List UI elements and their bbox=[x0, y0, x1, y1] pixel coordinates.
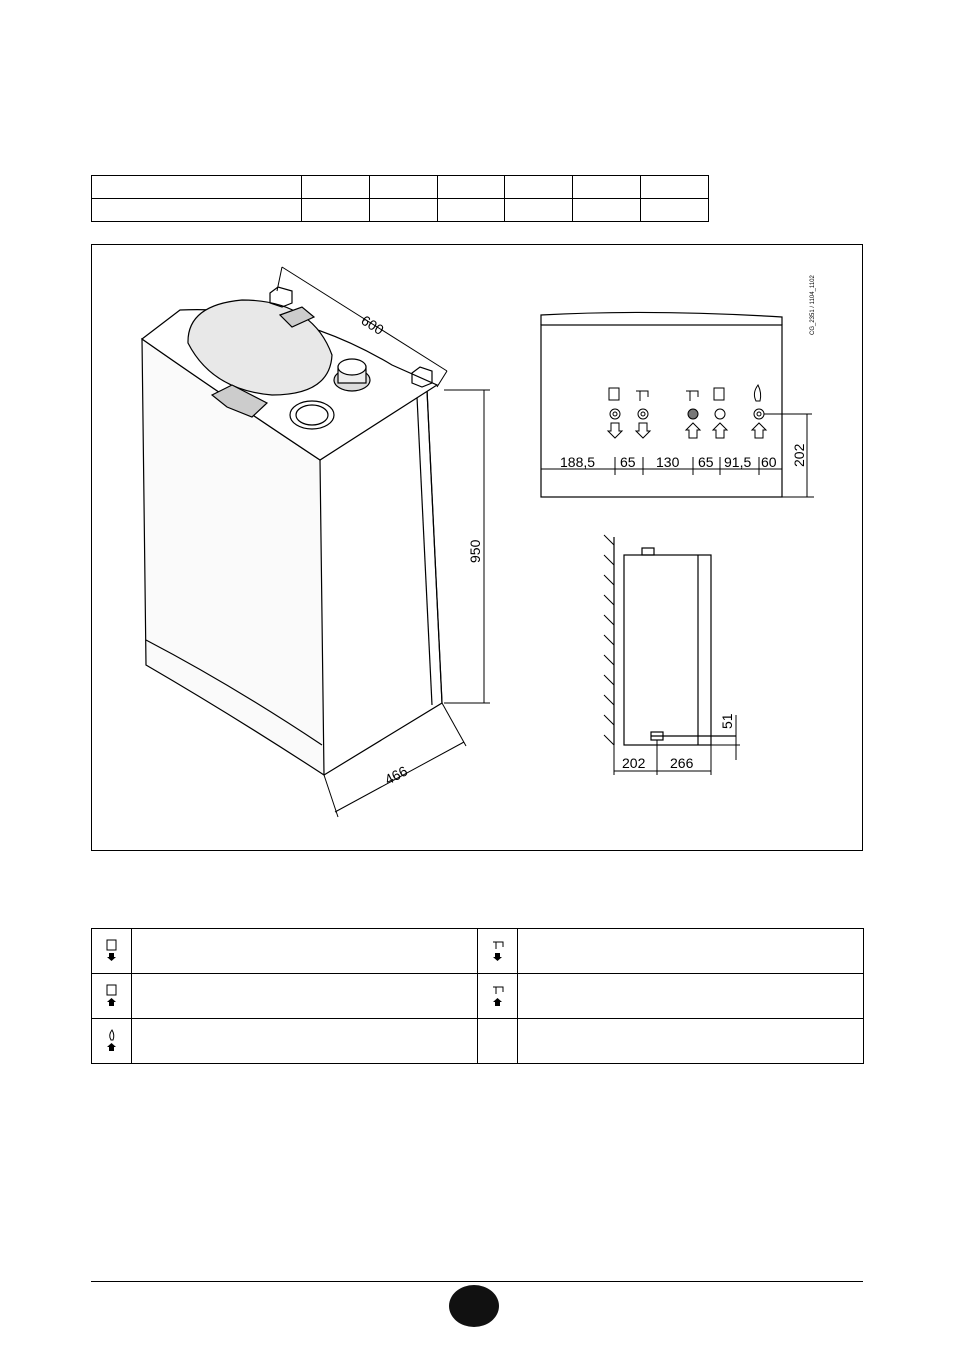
table-cell bbox=[505, 199, 573, 222]
table-cell bbox=[92, 199, 302, 222]
tap-inlet-icon bbox=[488, 982, 508, 1008]
table-cell bbox=[92, 176, 302, 199]
bottom-dim-5: 60 bbox=[761, 454, 777, 470]
radiator-outlet-icon bbox=[102, 937, 122, 963]
table-cell bbox=[437, 199, 505, 222]
table-row bbox=[92, 176, 709, 199]
legend-text bbox=[132, 1019, 478, 1064]
table-cell bbox=[641, 199, 709, 222]
legend-text bbox=[518, 974, 864, 1019]
bottom-dim-0: 188,5 bbox=[560, 454, 596, 470]
table-row bbox=[92, 1019, 864, 1064]
dimension-diagram bbox=[91, 244, 863, 851]
bottom-dim-4: 91,5 bbox=[724, 454, 752, 470]
table-cell bbox=[302, 199, 370, 222]
side-height-dim: 51 bbox=[719, 713, 735, 729]
drawing-code: CG_2351 / 1104_1102 bbox=[810, 275, 816, 335]
side-dim-0: 202 bbox=[622, 755, 646, 771]
table-cell bbox=[505, 176, 573, 199]
table-row bbox=[92, 929, 864, 974]
boiler-isometric bbox=[142, 287, 442, 775]
gas-inlet-icon bbox=[102, 1027, 122, 1053]
table-cell bbox=[437, 176, 505, 199]
spec-table bbox=[91, 175, 709, 222]
dim-depth-label: 466 bbox=[381, 762, 411, 788]
legend-text bbox=[132, 974, 478, 1019]
table-cell bbox=[573, 199, 641, 222]
legend-text bbox=[518, 929, 864, 974]
tap-outlet-icon bbox=[488, 937, 508, 963]
footer-divider bbox=[91, 1281, 863, 1282]
legend-icon-cell bbox=[92, 974, 132, 1019]
bottom-dim-3: 65 bbox=[698, 454, 714, 470]
side-view bbox=[614, 537, 736, 745]
table-cell bbox=[369, 199, 437, 222]
table-row bbox=[92, 974, 864, 1019]
radiator-return-icon bbox=[102, 982, 122, 1008]
legend-icon-cell bbox=[92, 1019, 132, 1064]
legend-icon-cell bbox=[92, 929, 132, 974]
table-row bbox=[92, 199, 709, 222]
page-number-badge bbox=[449, 1285, 499, 1327]
diagram-svg bbox=[92, 245, 864, 852]
dim-height-label: 950 bbox=[467, 539, 483, 563]
bottom-dim-2: 130 bbox=[656, 454, 680, 470]
legend-icon-cell bbox=[478, 974, 518, 1019]
legend-text bbox=[132, 929, 478, 974]
legend-icon-cell bbox=[478, 1019, 518, 1064]
table-cell bbox=[302, 176, 370, 199]
table-cell bbox=[573, 176, 641, 199]
side-dim-1: 266 bbox=[670, 755, 694, 771]
bottom-dim-1: 65 bbox=[620, 454, 636, 470]
bottom-height-dim: 202 bbox=[791, 443, 807, 467]
connection-legend bbox=[91, 928, 864, 1064]
wall-hatching bbox=[604, 535, 614, 745]
legend-icon-cell bbox=[478, 929, 518, 974]
table-cell bbox=[641, 176, 709, 199]
dim-width-label: 600 bbox=[358, 311, 387, 338]
legend-text bbox=[518, 1019, 864, 1064]
table-cell bbox=[369, 176, 437, 199]
